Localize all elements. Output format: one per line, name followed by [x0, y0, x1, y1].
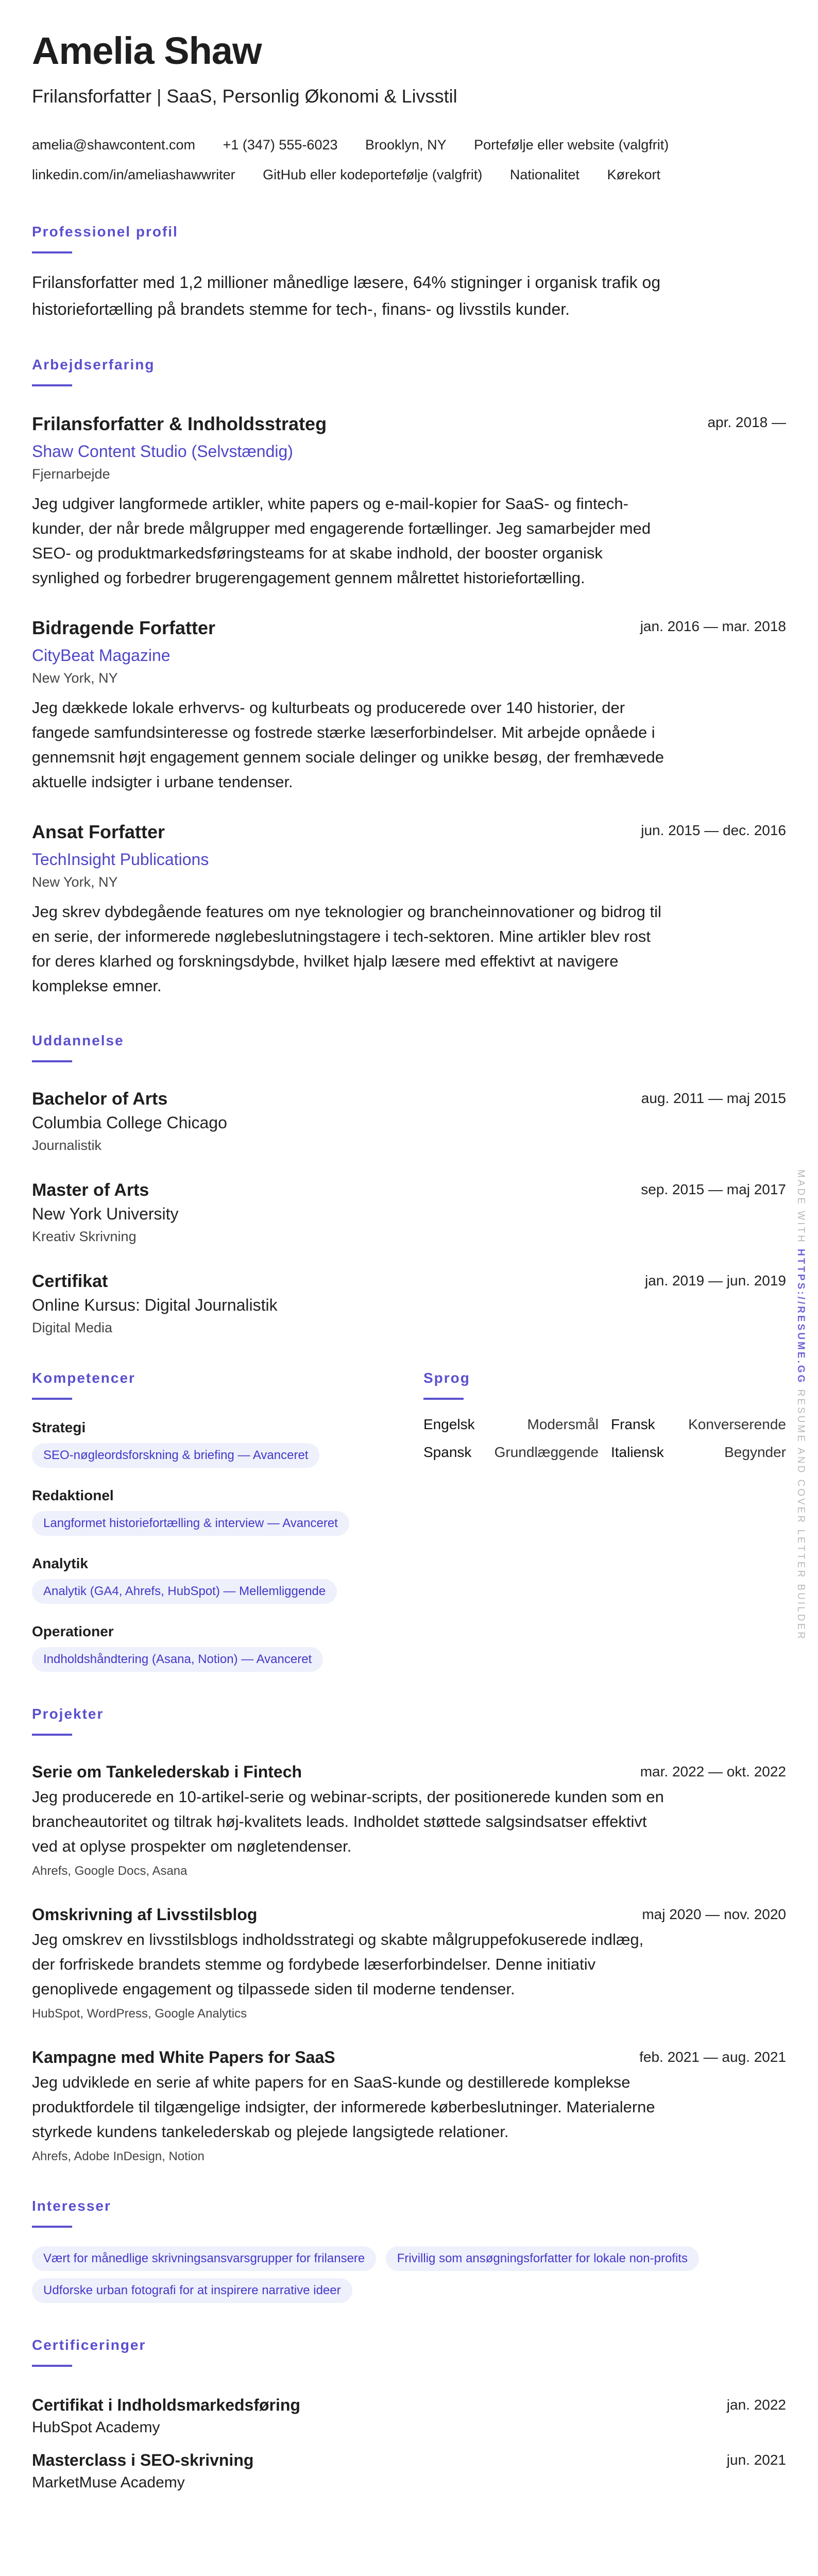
- watermark-link[interactable]: HTTPS://RESUME.GG: [795, 1249, 806, 1385]
- contact-portfolio[interactable]: Portefølje eller website (valgfrit): [474, 137, 669, 152]
- contact-linkedin[interactable]: linkedin.com/in/ameliashawwriter: [32, 167, 235, 182]
- job-company: TechInsight Publications: [32, 850, 209, 869]
- project-entry: [32, 1762, 786, 1878]
- language-name: Engelsk: [423, 1416, 475, 1432]
- skill-group-name: Operationer: [32, 1623, 114, 1639]
- builder-watermark: [795, 1170, 806, 1641]
- contact-license: Kørekort: [607, 167, 660, 182]
- school: Columbia College Chicago: [32, 1113, 227, 1132]
- headline: Frilansforfatter | SaaS, Personlig Økonomi & Livsstil: [32, 86, 457, 107]
- job-company: Shaw Content Studio (Selvstændig): [32, 442, 293, 461]
- skill-pill: SEO-nøgleordsforskning & briefing — Avanceret: [32, 1443, 319, 1468]
- section-title: Professionel profil: [32, 224, 178, 240]
- language-item: [423, 1444, 599, 1461]
- experience-entry: [32, 413, 786, 590]
- section-rule: [32, 2226, 72, 2228]
- section-title: Uddannelse: [32, 1032, 124, 1048]
- education-entry: [32, 1089, 786, 1154]
- section-title: Kompetencer: [32, 1370, 135, 1386]
- skill-group: [32, 1487, 423, 1536]
- contact-location: Brooklyn, NY: [365, 137, 447, 152]
- candidate-name: Amelia Shaw: [32, 29, 262, 72]
- language-name: Fransk: [611, 1416, 655, 1432]
- job-description: Jeg udgiver langformede artikler, white papers og e-mail-kopier for SaaS- og fintech-kunder, der når brede målgrupper med engagerende fortællinger. Jeg samarbejder med SEO- og produktmarkedsføringsteams for at skabe indhold, der booster organisk synlighed og forbedrer brugerengagement gennem målrettet historiefortælling.: [32, 495, 651, 587]
- experience-entry: [32, 821, 786, 998]
- section-title: Arbejdserfaring: [32, 357, 155, 372]
- project-description: Jeg omskrev en livsstilsblogs indholdsstrategi og skabte målgruppefokuserede indlæg, der forfriskede brandets stemme og fordybede læserforbindelser. Denne initiativ genoplivede engagement og tilpassede siden til moderne tendenser.: [32, 1930, 644, 1998]
- certification-entry: [32, 2451, 786, 2492]
- certification-issuer: HubSpot Academy: [32, 2419, 160, 2436]
- project-name: Kampagne med White Papers for SaaS: [32, 2048, 335, 2066]
- skills-section: [32, 1370, 423, 1672]
- certification-date: jun. 2021: [726, 2452, 786, 2468]
- project-description: Jeg producerede en 10-artikel-serie og webinar-scripts, der positionerede kunden som en brancheautoritet og tiltrak høj-kvalitets leads. Indholdet støttede salgsindsatser effektivt ved at oplyse prospekter om nøgletendenser.: [32, 1788, 664, 1855]
- language-item: [611, 1444, 786, 1461]
- field-of-study: Digital Media: [32, 1320, 113, 1335]
- project-entry: [32, 1905, 786, 2021]
- certification-date: jan. 2022: [726, 2397, 786, 2413]
- section-rule: [423, 1398, 464, 1400]
- job-dates: apr. 2018 —: [707, 414, 786, 430]
- job-dates: jun. 2015 — dec. 2016: [641, 822, 786, 838]
- education-dates: aug. 2011 — maj 2015: [641, 1090, 786, 1106]
- job-role: Bidragende Forfatter: [32, 617, 216, 638]
- section-title: Interesser: [32, 2198, 111, 2214]
- languages-section: [423, 1370, 786, 1672]
- project-dates: maj 2020 — nov. 2020: [642, 1906, 786, 1922]
- project-name: Serie om Tankelederskab i Fintech: [32, 1762, 302, 1781]
- education-dates: sep. 2015 — maj 2017: [641, 1181, 786, 1197]
- profile-text: Frilansforfatter med 1,2 millioner månedlige læsere, 64% stigninger i organisk trafik og historiefortælling på brandets stemme for tech-, finans- og livsstils kunder.: [32, 273, 661, 318]
- language-list: [423, 1416, 786, 1461]
- language-level: Konverserende: [688, 1416, 786, 1432]
- skill-group: [32, 1419, 423, 1468]
- contact-email[interactable]: amelia@shawcontent.com: [32, 137, 196, 152]
- experience-section: [32, 357, 786, 998]
- job-role: Frilansforfatter & Indholdsstrateg: [32, 413, 327, 434]
- school: New York University: [32, 1205, 179, 1223]
- degree: Certifikat: [32, 1272, 108, 1291]
- project-dates: feb. 2021 — aug. 2021: [639, 2049, 786, 2065]
- interests-section: [32, 2198, 786, 2303]
- job-location: New York, NY: [32, 874, 118, 890]
- job-role: Ansat Forfatter: [32, 821, 165, 842]
- skill-pill: Langformet historiefortælling & interview — Avanceret: [32, 1511, 349, 1536]
- section-title: Certificeringer: [32, 2337, 146, 2353]
- skill-group: [32, 1555, 423, 1604]
- job-description: Jeg dækkede lokale erhvervs- og kulturbeats og producerede over 140 historier, der fangede samfundsinteresse og fostrede stærke læserforbindelser. Mit arbejde opnåede i gennemsnit højt engagement gennem sociale delinger og unikke besøg, der fremhævede aktuelle indsigter i urbane tendenser.: [32, 699, 664, 791]
- watermark-prefix: MADE WITH: [795, 1170, 806, 1249]
- section-rule: [32, 1398, 72, 1400]
- contact-list: [32, 130, 786, 190]
- skill-group-name: Analytik: [32, 1555, 88, 1571]
- language-item: [423, 1416, 599, 1433]
- language-level: Begynder: [724, 1444, 786, 1460]
- degree: Master of Arts: [32, 1180, 149, 1200]
- interest-list: [32, 2239, 763, 2303]
- degree: Bachelor of Arts: [32, 1089, 168, 1109]
- contact-phone[interactable]: +1 (347) 555-6023: [223, 137, 338, 152]
- skills-languages-row: [32, 1370, 786, 1672]
- job-location: Fjernarbejde: [32, 466, 110, 482]
- projects-section: [32, 1706, 786, 2164]
- section-title: Projekter: [32, 1706, 104, 1722]
- experience-entry: [32, 617, 786, 794]
- section-rule: [32, 1060, 72, 1062]
- project-description: Jeg udviklede en serie af white papers for en SaaS-kunde og destillerede komplekse produktfordele til tilgængelige indsigter, der informerede køberbeslutninger. Materialerne styrkede kundens tankelederskab og plejede langsigtede relationer.: [32, 2073, 655, 2141]
- language-level: Modersmål: [527, 1416, 599, 1432]
- project-tools: Ahrefs, Adobe InDesign, Notion: [32, 2149, 204, 2163]
- education-entry: [32, 1180, 786, 1245]
- skill-pill: Analytik (GA4, Ahrefs, HubSpot) — Mellemliggende: [32, 1579, 337, 1604]
- field-of-study: Kreativ Skrivning: [32, 1229, 137, 1244]
- job-dates: jan. 2016 — mar. 2018: [640, 618, 786, 634]
- watermark-suffix: RESUME AND COVER LETTER BUILDER: [795, 1384, 806, 1641]
- profile-section: [32, 224, 786, 323]
- certification-name: Masterclass i SEO-skrivning: [32, 2451, 254, 2469]
- education-entry: [32, 1272, 786, 1336]
- certification-issuer: MarketMuse Academy: [32, 2474, 185, 2491]
- field-of-study: Journalistik: [32, 1138, 102, 1153]
- section-rule: [32, 251, 72, 253]
- job-company: CityBeat Magazine: [32, 646, 171, 665]
- skill-group-name: Redaktionel: [32, 1487, 114, 1503]
- project-tools: Ahrefs, Google Docs, Asana: [32, 1864, 188, 1878]
- education-section: [32, 1032, 786, 1336]
- skill-group-name: Strategi: [32, 1419, 86, 1435]
- language-level: Grundlæggende: [494, 1444, 599, 1460]
- language-item: [611, 1416, 786, 1433]
- job-location: New York, NY: [32, 670, 118, 686]
- project-dates: mar. 2022 — okt. 2022: [640, 1764, 786, 1780]
- project-name: Omskrivning af Livsstilsblog: [32, 1905, 258, 1924]
- skill-group: [32, 1623, 423, 1672]
- education-dates: jan. 2019 — jun. 2019: [645, 1273, 786, 1289]
- interest-pill: Udforske urban fotografi for at inspirere narrative ideer: [32, 2278, 352, 2303]
- language-name: Spansk: [423, 1444, 472, 1460]
- interest-pill: Vært for månedlige skrivningsansvarsgrupper for frilansere: [32, 2246, 376, 2271]
- interest-pill: Frivillig som ansøgningsforfatter for lokale non-profits: [386, 2246, 699, 2271]
- certifications-section: [32, 2337, 786, 2492]
- section-rule: [32, 384, 72, 386]
- skill-pill: Indholdshåndtering (Asana, Notion) — Avanceret: [32, 1647, 323, 1672]
- section-rule: [32, 1734, 72, 1736]
- section-title: Sprog: [423, 1370, 470, 1386]
- certification-name: Certifikat i Indholdsmarkedsføring: [32, 2396, 300, 2414]
- school: Online Kursus: Digital Journalistik: [32, 1296, 278, 1314]
- contact-github[interactable]: GitHub eller kodeportefølje (valgfrit): [263, 167, 483, 182]
- section-rule: [32, 2365, 72, 2367]
- certification-entry: [32, 2396, 786, 2436]
- project-entry: [32, 2048, 786, 2164]
- contact-nationality: Nationalitet: [509, 167, 580, 182]
- job-description: Jeg skrev dybdegående features om nye teknologier og brancheinnovationer og bidrog til en serie, der informerede nøglebeslutningstagere i tech-sektoren. Mine artikler blev rost for deres klarhed og forskningsdybde, hvilket hjalp læsere med effektivt at navigere komplekse emner.: [32, 903, 661, 995]
- project-tools: HubSpot, WordPress, Google Analytics: [32, 2007, 247, 2021]
- language-name: Italiensk: [611, 1444, 664, 1460]
